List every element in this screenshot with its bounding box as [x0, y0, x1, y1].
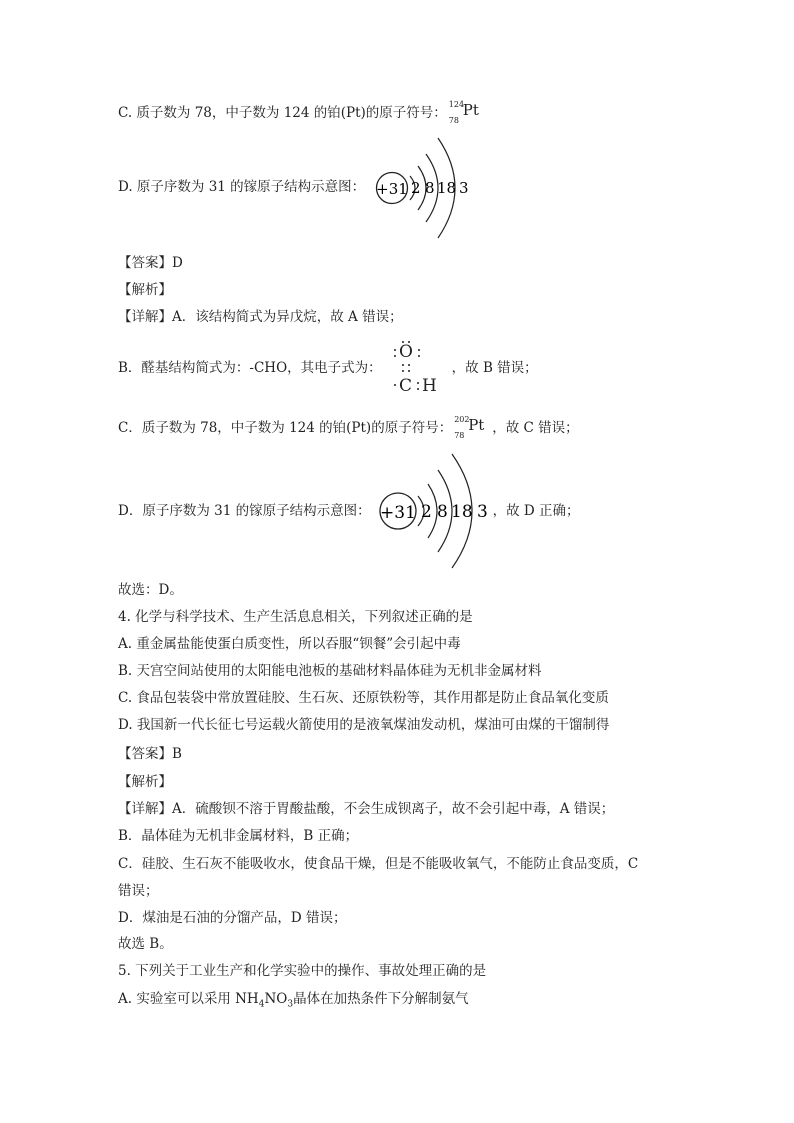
shell-electrons-2: 8	[425, 179, 435, 197]
subscript: 4	[258, 999, 265, 1010]
electron-dot	[417, 388, 419, 390]
shell-electrons-1: 2	[411, 179, 421, 197]
element-symbol: Pt	[468, 416, 485, 434]
q3-answer: 【答案】D	[118, 255, 183, 271]
q3-option-d	[118, 178, 365, 196]
shell-electrons-2: 8	[437, 502, 448, 522]
subscript: 3	[287, 999, 294, 1010]
pt-symbol-202	[452, 416, 492, 438]
electron-dot	[394, 384, 396, 386]
q5-option-a	[118, 990, 469, 1014]
element-symbol: Pt	[462, 101, 479, 119]
hydrogen-symbol: H	[422, 376, 437, 396]
q3-detail-b-suffix: ，故 B 错误；	[451, 360, 538, 376]
q5-option-a-prefix: A. 实验室可以采用 NH	[118, 991, 259, 1007]
gallium-structure-diagram-2	[376, 452, 494, 570]
shell-electrons-1: 2	[421, 502, 432, 522]
q3-detail-d-suffix: ，故 D 正确；	[492, 503, 580, 519]
q3-option-c	[118, 101, 487, 123]
electron-dot	[408, 370, 410, 372]
q3-analysis-heading: 【解析】	[118, 282, 172, 298]
q3-detail-c-prefix: C．质子数为 78，中子数为 124 的铂(Pt)的原子符号：	[118, 420, 453, 436]
q5-option-a-suffix: 晶体在加热条件下分解制氨气	[293, 991, 469, 1007]
q4-option-d: D. 我国新一代长征七号运载火箭使用的是液氧煤油发动机，煤油可由煤的干馏制得	[118, 717, 610, 733]
electron-dot	[402, 364, 404, 366]
q4-stem: 4. 化学与科学技术、生产生活息息相关，下列叙述正确的是	[118, 609, 473, 625]
q3-detail-c-suffix: ，故 C 错误；	[492, 420, 579, 436]
q4-conclusion: 故选 B。	[118, 936, 173, 952]
electron-dot	[394, 349, 396, 351]
mass-number: 124	[448, 100, 465, 109]
q4-option-c: C. 食品包装袋中常放置硅胶、生石灰、还原铁粉等，其作用都是防止食品氧化变质	[118, 690, 609, 706]
q5-stem: 5. 下列关于工业生产和化学实验中的操作、事故处理正确的是	[118, 963, 487, 979]
q4-option-b: B. 天宫空间站使用的太阳能电池板的基础材料晶体硅为无机非金属材料	[118, 663, 542, 679]
aldehyde-electron-formula	[390, 338, 450, 400]
q3-detail-b	[118, 359, 538, 377]
q5-option-a-mid: NO	[264, 991, 288, 1007]
gallium-structure-diagram-1	[374, 136, 474, 242]
q3-option-c-text: C. 质子数为 78，中子数为 124 的铂(Pt)的原子符号：	[118, 105, 447, 121]
nucleus-charge: +31	[380, 503, 416, 523]
q4-answer: 【答案】B	[118, 746, 182, 762]
q3-detail-a: 【详解】A．该结构简式为异戊烷，故 A 错误；	[118, 309, 403, 325]
atomic-number: 78	[454, 431, 465, 440]
q3-detail-d-prefix: D．原子序数为 31 的镓原子结构示意图：	[118, 503, 371, 519]
q4-detail-b: B．晶体硅为无机非金属材料，B 正确；	[118, 828, 359, 844]
q4-detail-d: D．煤油是石油的分馏产品，D 错误；	[118, 910, 347, 926]
shell-electrons-4: 3	[477, 502, 488, 522]
carbon-symbol: C	[399, 376, 413, 396]
electron-dot	[402, 370, 404, 372]
q3-detail-c	[118, 416, 579, 438]
q3-detail-b-prefix: B．醛基结构简式为：-CHO，其电子式为：	[118, 360, 382, 376]
atomic-number: 78	[448, 116, 459, 125]
q3-option-d-text: D. 原子序数为 31 的镓原子结构示意图：	[118, 179, 366, 195]
q4-analysis-heading: 【解析】	[118, 774, 172, 790]
q4-option-a: A. 重金属盐能使蛋白质变性，所以吞服“钡餐”会引起中毒	[118, 636, 461, 652]
oxygen-symbol: O	[399, 342, 413, 362]
electron-dot	[394, 355, 396, 357]
shell-electrons-4: 3	[459, 179, 469, 197]
pt-symbol-124	[447, 101, 487, 123]
electron-dot	[418, 355, 420, 357]
q3-conclusion: 故选：D。	[118, 582, 183, 598]
q4-detail-c-line2: 错误；	[118, 883, 159, 899]
electron-dot	[418, 349, 420, 351]
electron-dot	[408, 364, 410, 366]
shell-electrons-3: 18	[437, 179, 457, 197]
q4-detail-c-line1: C．硅胶、生石灰不能吸收水，使食品干燥，但是不能吸收氧气，不能防止食品变质，C	[118, 856, 639, 872]
nucleus-charge: +31	[376, 180, 408, 198]
mass-number: 202	[454, 415, 470, 424]
q4-detail-a: 【详解】A．硫酸钡不溶于胃酸盐酸，不会生成钡离子，故不会引起中毒，A 错误；	[118, 801, 615, 817]
electron-dot	[417, 382, 419, 384]
q3-detail-d	[118, 502, 580, 520]
shell-electrons-3: 18	[451, 502, 473, 522]
